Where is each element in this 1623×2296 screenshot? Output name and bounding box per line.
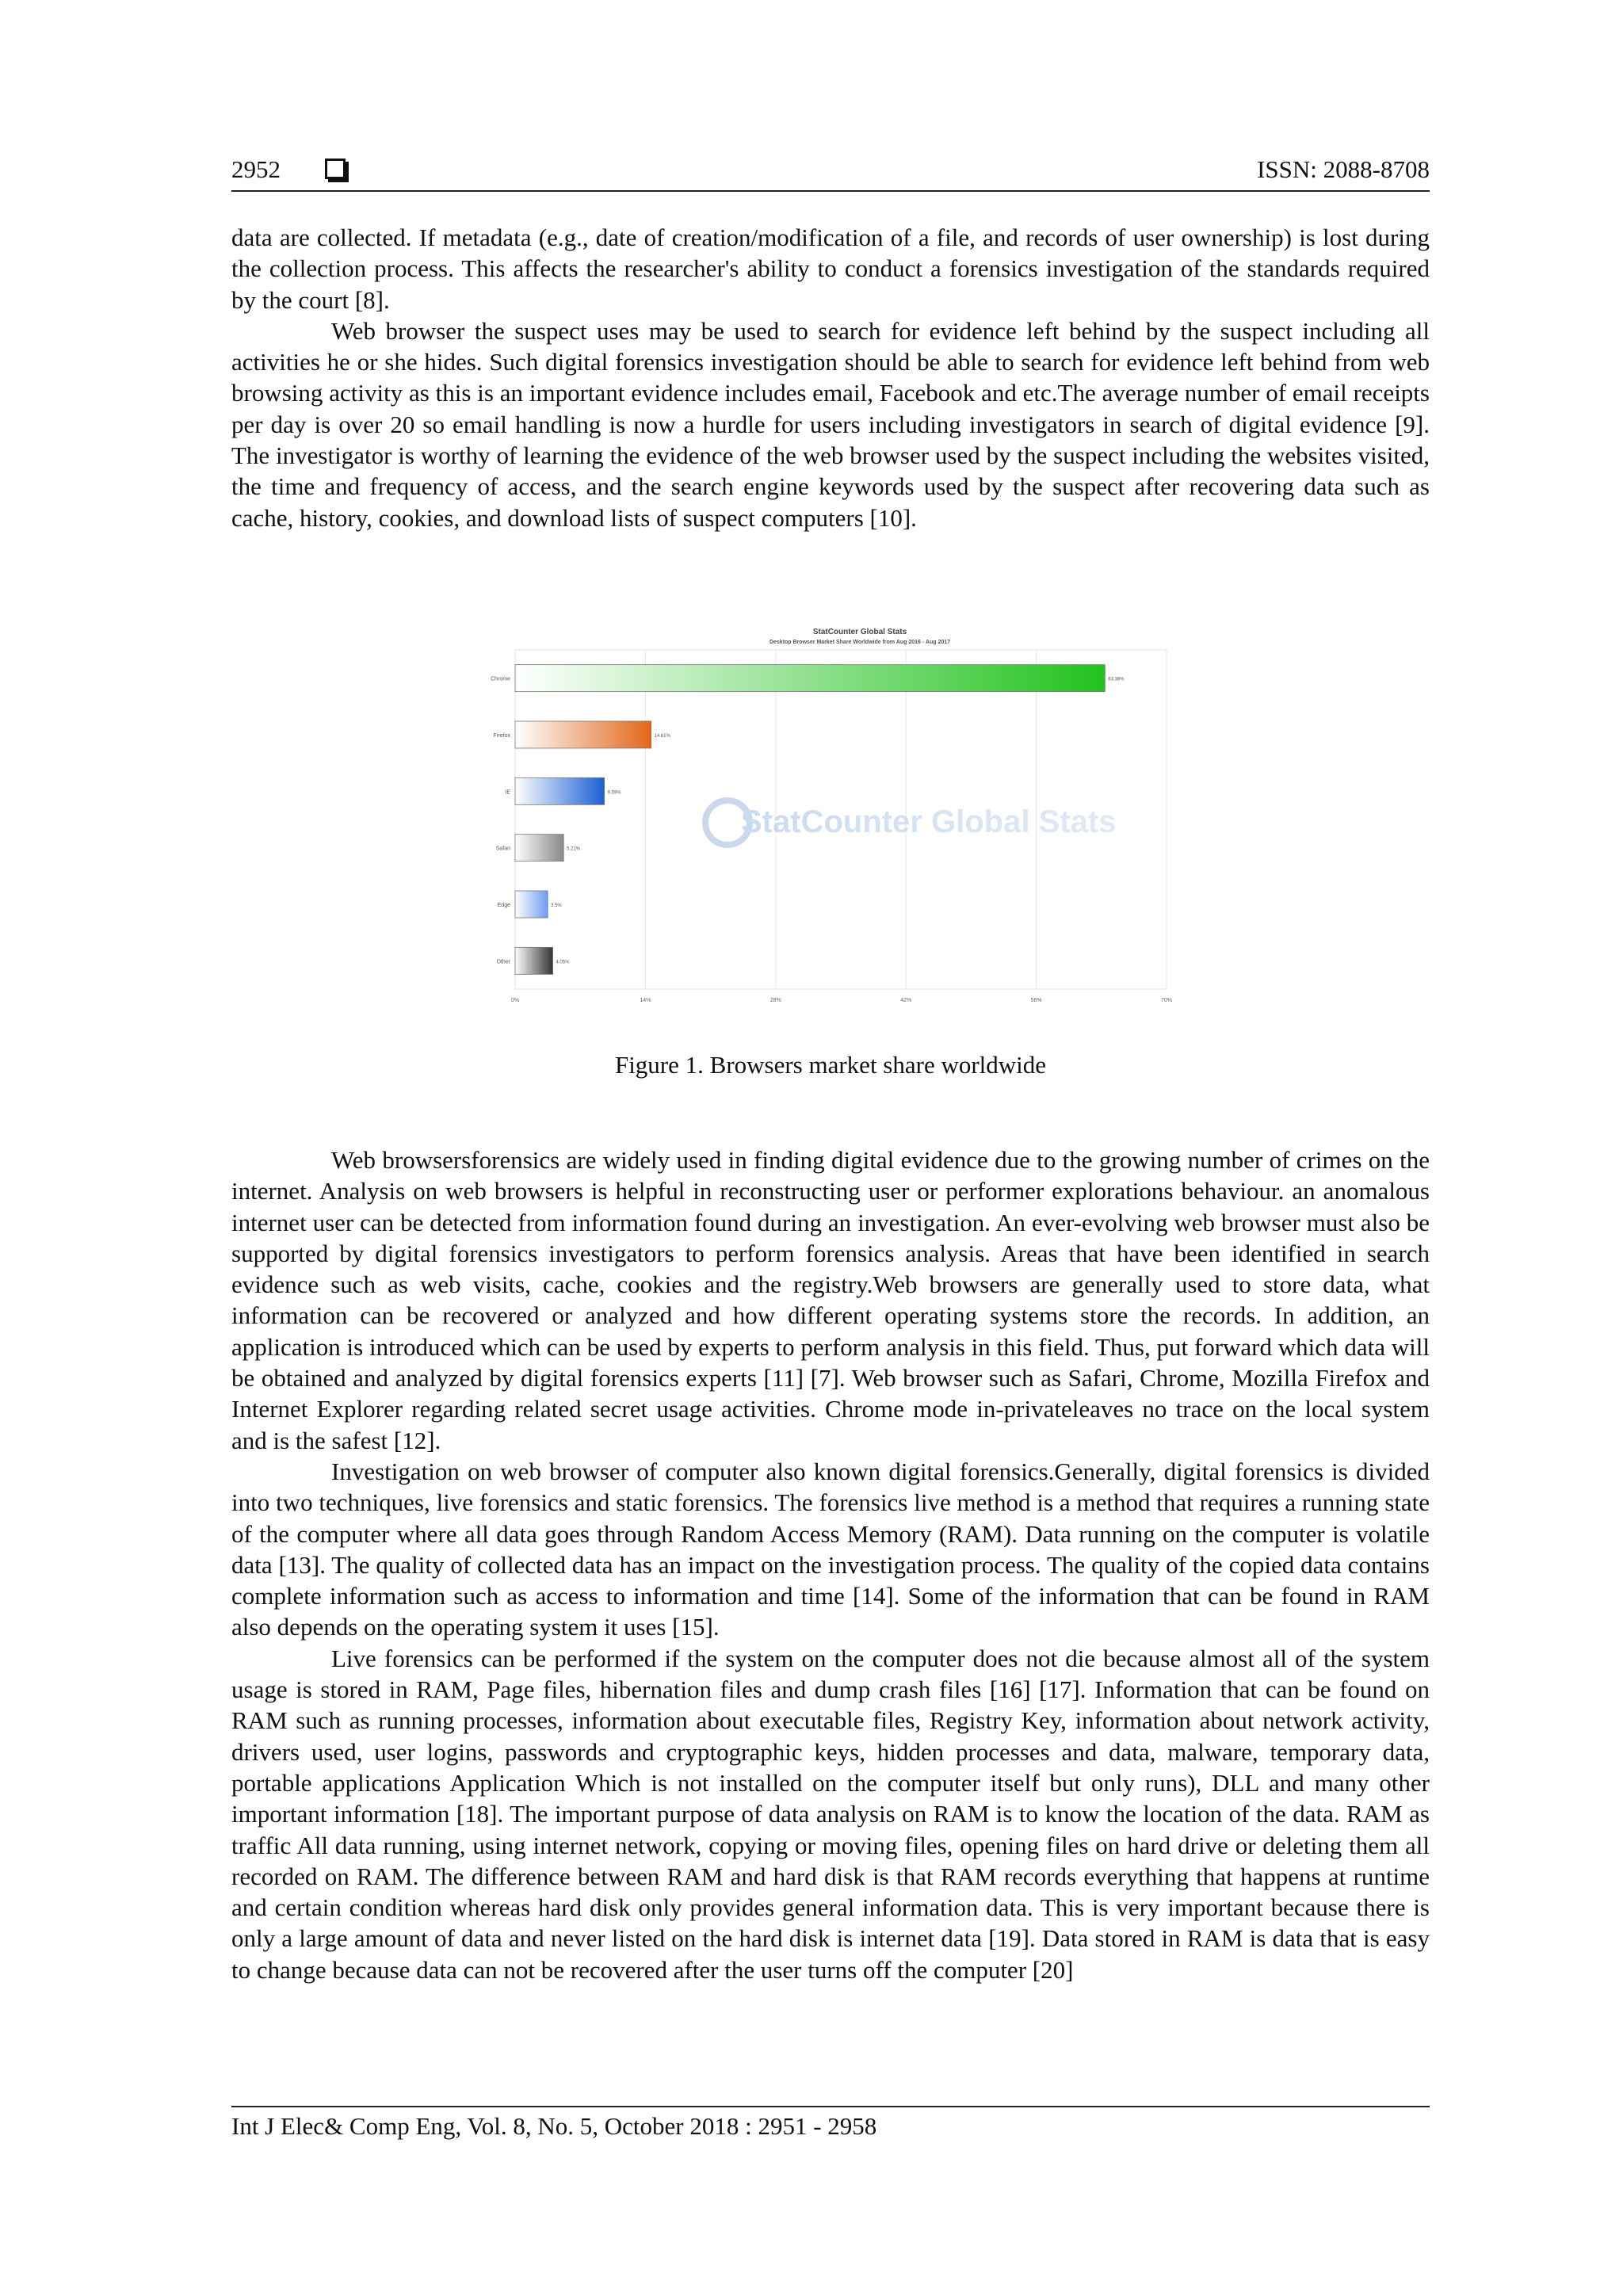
watermark-logo bbox=[705, 800, 1116, 845]
bar-ie bbox=[515, 777, 605, 804]
page-header bbox=[231, 155, 1430, 192]
browser-market-share-chart bbox=[468, 620, 1181, 1016]
value-label: 14.61% bbox=[654, 734, 670, 739]
paragraph: Web browsersforensics are widely used in finding digital evidence due to the growing number of crimes on the internet. Analysis on web browsers is helpful in reconstructing user or performer explorations behaviour. an anomalous internet user can be detected from information found during an investigation. An ever-evolving web browser must also be supported by digital forensics investigators to perform forensics analysis. Areas that have been identified in search evidence such as web visits, cache, cookies and the registry.Web browsers are generally used to store data, what information can be recovered or analyzed and how different operating systems store the records. In addition, an application is introduced which can be used by experts to perform analysis in this field. Thus, put forward which data will be obtained and analyzed by digital forensics experts [11] [7]. Web browser such as Safari, Chrome, Mozilla Firefox and Internet Explorer regarding related secret usage activities. Chrome mode in-privateleaves no trace on the local system and is the safest [12]. bbox=[231, 1146, 1430, 1454]
value-label: 5.21% bbox=[567, 846, 581, 852]
body-text-bottom bbox=[231, 1144, 1430, 1985]
page-footer bbox=[231, 2106, 1430, 2141]
bar-firefox bbox=[515, 721, 651, 748]
chart-subtitle: Desktop Browser Market Share Worldwide from Aug 2016 - Aug 2017 bbox=[769, 640, 951, 645]
category-label: Other bbox=[496, 959, 510, 965]
category-label: Firefox bbox=[493, 733, 510, 739]
category-label: Chrome bbox=[491, 676, 510, 682]
category-label: Safari bbox=[495, 846, 510, 852]
bar-safari bbox=[515, 835, 563, 861]
bar-chrome bbox=[515, 665, 1105, 692]
page-number: 2952 bbox=[231, 155, 281, 183]
watermark: StatCounter Global Stats bbox=[741, 804, 1117, 839]
category-label: IE bbox=[505, 789, 510, 796]
issn: ISSN: 2088-8708 bbox=[1257, 155, 1430, 183]
paragraph: Investigation on web browser of computer also known digital forensics.Generally, digital forensics is divided into two techniques, live forensics and static forensics. The forensics live method is a method that requires a running state of the computer where all data goes through Random Access Memory (RAM). Data running on the computer is volatile data [13]. The quality of collected data has an impact on the investigation process. The quality of the copied data contains complete information such as access to information and time [14]. Some of the information that can be found in RAM also depends on the operating system it uses [15]. bbox=[231, 1457, 1430, 1641]
paragraph: data are collected. If metadata (e.g., date of creation/modification of a file, and records of user ownership) is lost during the collection process. This affects the researcher's ability to conduct a forensics investigation of the standards required by the court [8]. bbox=[231, 223, 1430, 314]
category-labels bbox=[491, 677, 511, 965]
value-label: 3.5% bbox=[551, 904, 562, 908]
journal-citation: Int J Elec& Comp Eng, Vol. 8, No. 5, October 2018 : 2951 - 2958 bbox=[231, 2112, 877, 2140]
figure-caption: Figure 1. Browsers market share worldwide bbox=[614, 1051, 1047, 1079]
value-label: 9.59% bbox=[607, 790, 621, 796]
value-label: 63.38% bbox=[1108, 677, 1125, 682]
bar-other bbox=[515, 947, 553, 974]
category-label: Edge bbox=[497, 903, 510, 908]
value-label: 4.05% bbox=[556, 960, 570, 965]
x-tick-label: 42% bbox=[900, 998, 912, 1003]
body-text-top bbox=[231, 222, 1430, 533]
paragraph: Web browser the suspect uses may be used to search for evidence left behind by the suspect including all activities he or she hides. Such digital forensics investigation should be able to search for evidence left behind from web browsing activity as this is an important evidence includes email, Facebook and etc.The average number of email receipts per day is over 20 so email handling is now a hurdle for users including investigators in search of digital evidence [9]. The investigator is worthy of learning the evidence of the web browser used by the suspect including the websites visited, the time and frequency of access, and the search engine keywords used by the suspect after recovering data such as cache, history, cookies, and download lists of suspect computers [10]. bbox=[231, 316, 1430, 532]
x-tick-label: 70% bbox=[1160, 998, 1173, 1003]
paragraph: Live forensics can be performed if the system on the computer does not die because almost all of the system usage is stored in RAM, Page files, hibernation files and dump crash files [16] [17]. Information that can be found on RAM such as running processes, information about executable files, Registry Key, information about network activity, drivers used, user logins, passwords and cryptographic keys, hidden processes and data, malware, temporary data, portable applications Application Which is not installed on the computer itself but only runs), DLL and many other important information [18]. The important purpose of data analysis on RAM is to know the location of the data. RAM as traffic All data running, using internet network, copying or moving files, opening files on hard drive or deleting them all recorded on RAM. The difference between RAM and hard disk is that RAM records everything that happens at runtime and certain condition whereas hard disk only provides general information data. This is very important because there is only a large amount of data and never listed on the hard disk is internet data [19]. Data stored in RAM is data that is easy to change because data can not be recovered after the user turns off the computer [20] bbox=[231, 1644, 1430, 1984]
x-axis-ticks bbox=[511, 998, 1172, 1003]
bar-edge bbox=[515, 891, 548, 918]
x-tick-label: 0% bbox=[510, 998, 520, 1003]
x-tick-label: 14% bbox=[640, 998, 651, 1003]
x-tick-label: 56% bbox=[1030, 998, 1042, 1003]
x-tick-label: 28% bbox=[769, 998, 781, 1003]
chart-title: StatCounter Global Stats bbox=[812, 628, 907, 636]
square-bullet-icon bbox=[325, 159, 346, 179]
